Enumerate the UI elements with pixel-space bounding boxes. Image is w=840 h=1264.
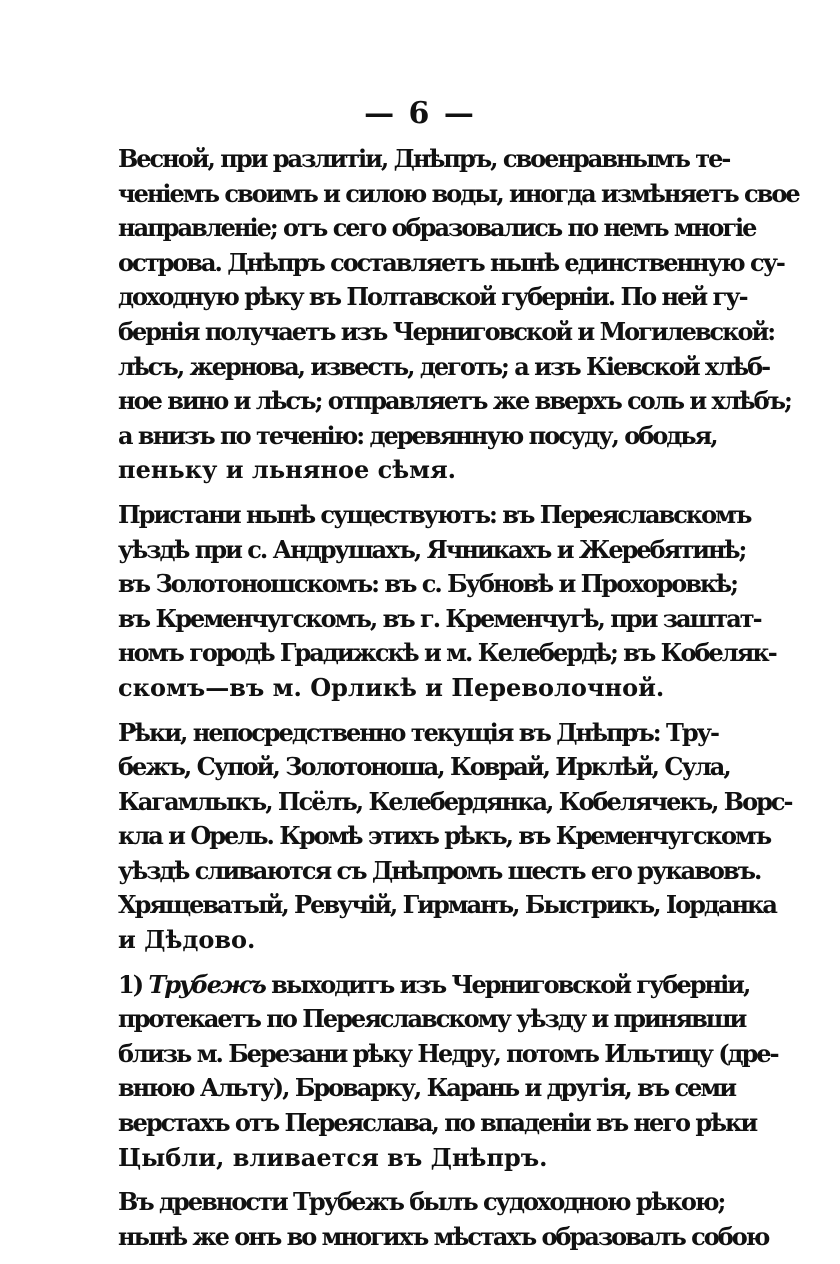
text-line: нынѣ же онъ во многихъ мѣстахъ образовалъ собою	[118, 1221, 769, 1251]
body-text	[118, 142, 799, 1264]
text-line: ное вино и лѣсъ; отправляетъ же вверхъ соль и хлѣбъ;	[118, 386, 791, 416]
text-line: Цыбли, вливается въ Днѣпръ.	[118, 1142, 548, 1172]
text-line: бернія получаетъ изъ Черниговской и Могилевской:	[118, 316, 775, 346]
text-line: Рѣки, непосредственно текущія въ Днѣпръ: Тру-	[118, 717, 718, 747]
text-line: уѣздѣ сливаются съ Днѣпромъ шесть его рукавовъ.	[118, 855, 761, 885]
text-line: ченіемъ своимъ и силою воды, иногда измѣняетъ свое	[118, 178, 799, 208]
text-line: Весной, при разлитіи, Днѣпръ, своенравнымъ те-	[118, 144, 730, 173]
paragraph-2	[118, 498, 776, 706]
text-line: а внизъ по теченію: деревянную посуду, ободья,	[118, 420, 717, 450]
text-line: уѣздѣ при с. Андрушахъ, Ячникахъ и Жеребятинѣ;	[118, 534, 746, 564]
text-line: внюю Альту), Броварку, Карань и другія, въ семи	[118, 1073, 736, 1103]
river-name-emphasis: Трубежъ	[148, 969, 265, 999]
paragraph-5	[118, 1185, 769, 1254]
paragraph-3	[118, 716, 792, 958]
text-line: острова. Днѣпръ составляетъ нынѣ единственную су-	[118, 247, 784, 277]
page-number: — 6 —	[364, 96, 476, 131]
text-line: верстахъ отъ Переяслава, по впаденіи въ него рѣки	[118, 1108, 757, 1138]
text-line: Хрящеватый, Ревучій, Гирманъ, Быстрикъ, Іорданка	[118, 890, 776, 920]
text-line: лѣсъ, жернова, известь, деготь; а изъ Кіевской хлѣб-	[118, 351, 770, 381]
text-line: доходную рѣку въ Полтавской губерніи. По ней гу-	[118, 282, 747, 312]
text-line: Въ древности Трубежъ былъ судоходною рѣкою;	[118, 1187, 725, 1217]
text-line: въ Золотоношскомъ: въ с. Бубновѣ и Прохоровкѣ;	[118, 569, 737, 599]
text-line: скомъ—въ м. Орликѣ и Переволочной.	[118, 672, 665, 702]
text-line: направленіе; отъ сего образовались по немъ многіе	[118, 213, 756, 243]
text-line: пеньку и льняное сѣмя.	[118, 455, 457, 485]
text-line: 1) Трубежъ выходитъ изъ Черниговской губерніи,	[118, 969, 750, 999]
paragraph-4	[118, 968, 778, 1176]
text-line: и Дѣдово.	[118, 925, 256, 955]
text-line: протекаетъ по Переяславскому уѣзду и принявши	[118, 1004, 746, 1034]
paragraph-1	[118, 142, 799, 488]
text-line: бежъ, Супой, Золотоноша, Коврай, Ирклѣй, Сула,	[118, 752, 730, 782]
text-line: близь м. Березани рѣку Недру, потомъ Ильтицу (дре-	[118, 1038, 778, 1068]
text-line: Пристани нынѣ существуютъ: въ Переяславскомъ	[118, 499, 751, 529]
text-line: номъ городѣ Градижскѣ и м. Келебердѣ; въ Кобеляк-	[118, 638, 776, 668]
text-line: кла и Орель. Кромѣ этихъ рѣкъ, въ Кременчугскомъ	[118, 821, 771, 851]
text-line: въ Кременчугскомъ, въ г. Кременчугѣ, при заштат-	[118, 603, 761, 633]
text-line: Кагамлыкъ, Псёлъ, Келебердянка, Кобелячекъ, Ворс-	[118, 786, 792, 816]
